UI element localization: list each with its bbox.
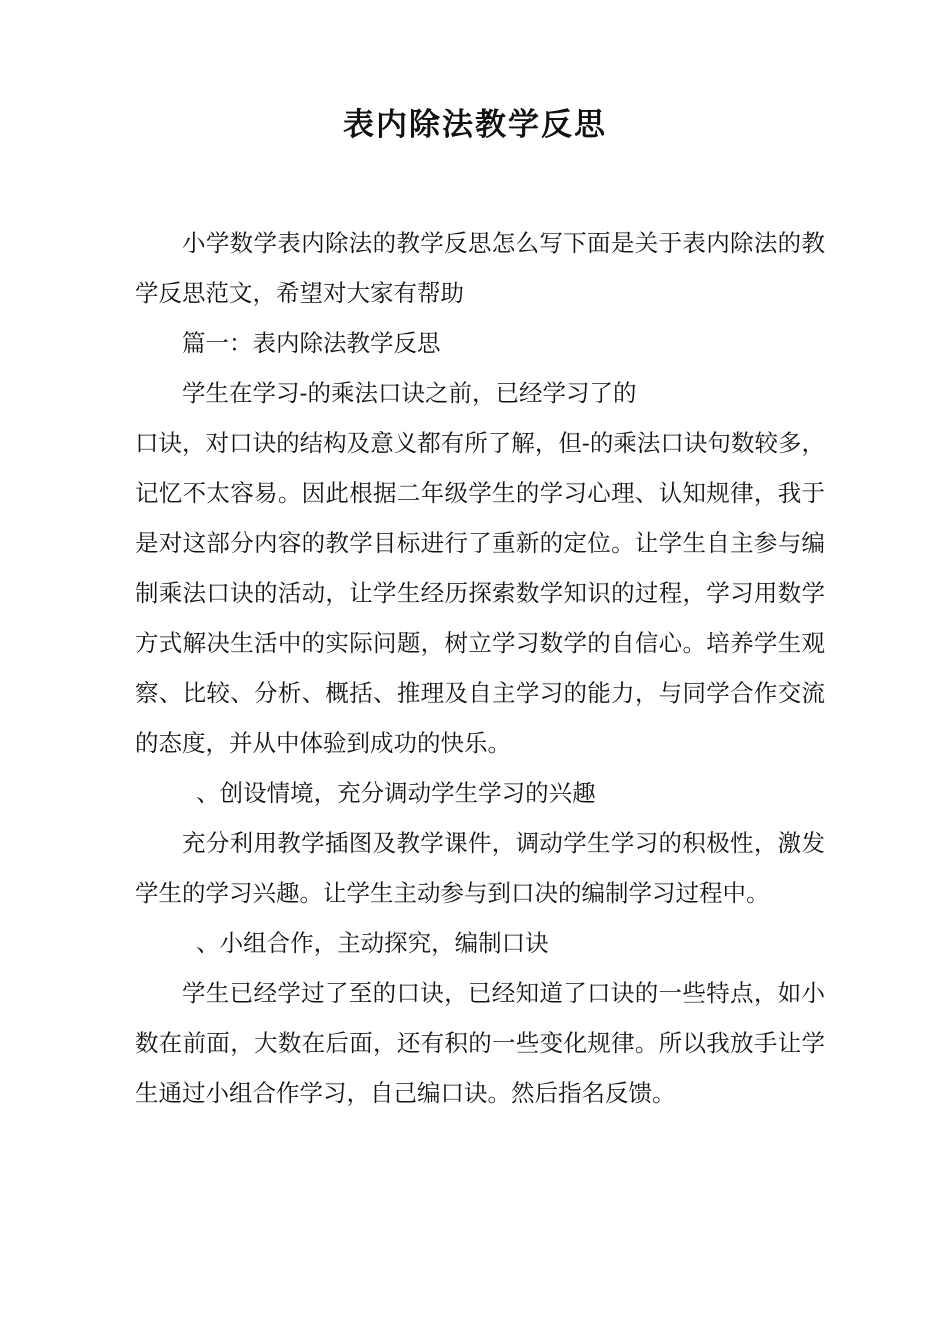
paragraph-heading-group-work: 、小组合作，主动探究，编制口诀 <box>196 929 549 957</box>
paragraph-group-work: 学生已经学过了至的口诀，已经知道了口诀的一些特点，如小数在前面，大数在后面，还有积的一些变化规律。所以我放手让学生通过小组合作学习，自己编口诀。然后指名反馈。 <box>135 979 825 1107</box>
paragraph-section-title: 篇一：表内除法教学反思 <box>182 329 441 357</box>
paragraph-heading-situation: 、创设情境，充分调动学生学习的兴趣 <box>196 779 596 807</box>
document-body <box>135 218 825 1118</box>
paragraph-courseware: 充分利用教学插图及教学课件，调动学生学习的积极性，激发学生的学习兴趣。让学生主动参与到口决的编制学习过程中。 <box>135 829 825 907</box>
paragraph-opening-line: 学生在学习-的乘法口诀之前，已经学习了的 <box>182 379 637 407</box>
paragraph-intro: 小学数学表内除法的教学反思怎么写下面是关于表内除法的教学反思范文，希望对大家有帮助 <box>135 229 825 307</box>
document-title: 表内除法教学反思 <box>343 107 607 143</box>
paragraph-continuation: 口诀，对口诀的结构及意义都有所了解，但-的乘法口诀句数较多，记忆不太容易。因此根据二年级学生的学习心理、认知规律，我于是对这部分内容的教学目标进行了重新的定位。让学生自主参与编制乘法口诀的活动，让学生经历探索数学知识的过程，学习用数学方式解决生活中的实际问题，树立学习数学的自信心。培养学生观察、比较、分析、概括、推理及自主学习的能力，与同学合作交流的态度，并从中体验到成功的快乐。 <box>135 429 825 757</box>
